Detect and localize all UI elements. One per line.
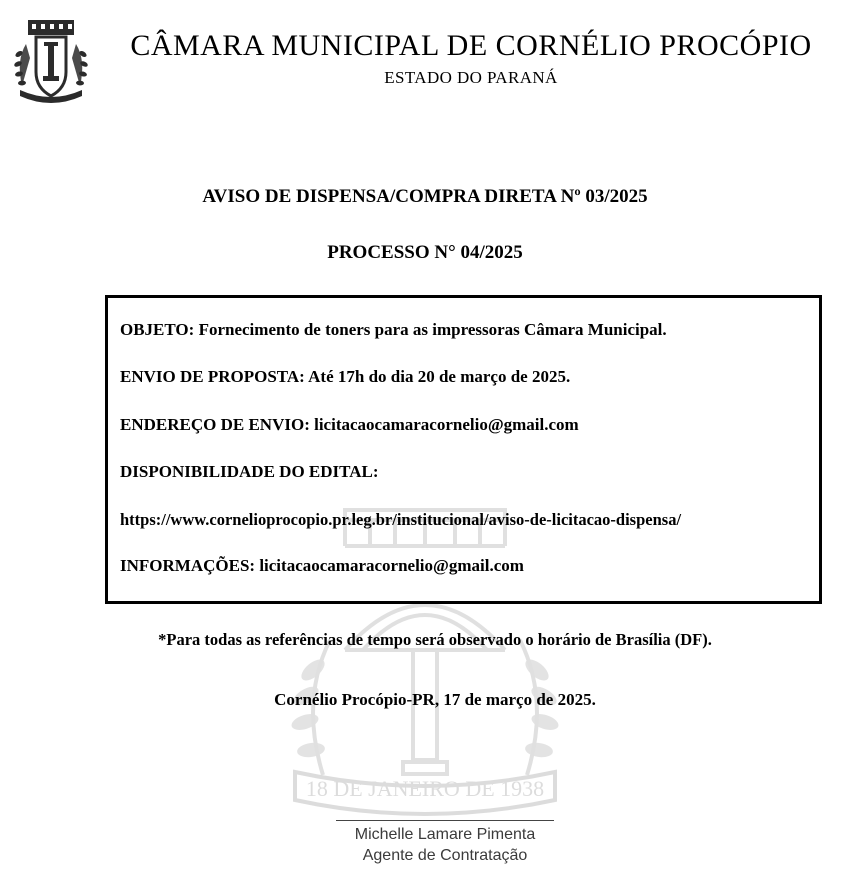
edital-url-line [108, 510, 819, 530]
endereco-envio-value[interactable]: licitacaocamaracornelio@gmail.com [314, 414, 579, 434]
envio-proposta-value: Até 17h do dia 20 de março de 2025. [308, 367, 571, 387]
disponibilidade-label: DISPONIBILIDADE DO EDITAL: [120, 462, 379, 482]
time-reference-footnote: *Para todas as referências de tempo será observado o horário de Brasília (DF). [158, 629, 712, 649]
edital-url[interactable]: https://www.cornelioprocopio.pr.leg.br/institucional/aviso-de-licitacao-dispensa/ [120, 509, 682, 529]
objeto-value: Fornecimento de toners para as impressoras Câmara Municipal. [198, 320, 667, 339]
objeto-line [108, 320, 819, 340]
signatory-role: Agente de Contratação [362, 847, 528, 865]
organization-title: CÂMARA MUNICIPAL DE CORNÉLIO PROCÓPIO [130, 29, 812, 62]
objeto-label: OBJETO: [120, 320, 195, 339]
document-header [0, 0, 850, 118]
informacoes-value[interactable]: licitacaocamaracornelio@gmail.com [259, 556, 524, 576]
details-box [105, 295, 822, 604]
process-title: PROCESSO N° 04/2025 [327, 242, 523, 263]
envio-proposta-line [108, 367, 819, 387]
header-text-block [100, 30, 842, 88]
signature-block [0, 820, 850, 867]
place-and-date: Cornélio Procópio-PR, 17 de março de 2025. [274, 689, 596, 709]
endereco-envio-line [108, 415, 819, 435]
state-subtitle: ESTADO DO PARANÁ [384, 68, 558, 88]
signature-rule [336, 820, 554, 821]
informacoes-line [108, 556, 819, 576]
informacoes-label: INFORMAÇÕES: [120, 556, 256, 576]
coat-of-arms-icon [8, 14, 94, 110]
notice-title: AVISO DE DISPENSA/COMPRA DIRETA Nº 03/2025 [202, 186, 648, 207]
envio-proposta-label: ENVIO DE PROPOSTA: [120, 367, 305, 387]
endereco-envio-label: ENDEREÇO DE ENVIO: [120, 414, 310, 434]
watermark-banner-text: 18 DE JANEIRO DE 1938 [305, 776, 545, 801]
signatory-name: Michelle Lamare Pimenta [354, 825, 536, 843]
disponibilidade-label-line [108, 462, 819, 482]
document-body [0, 186, 850, 710]
